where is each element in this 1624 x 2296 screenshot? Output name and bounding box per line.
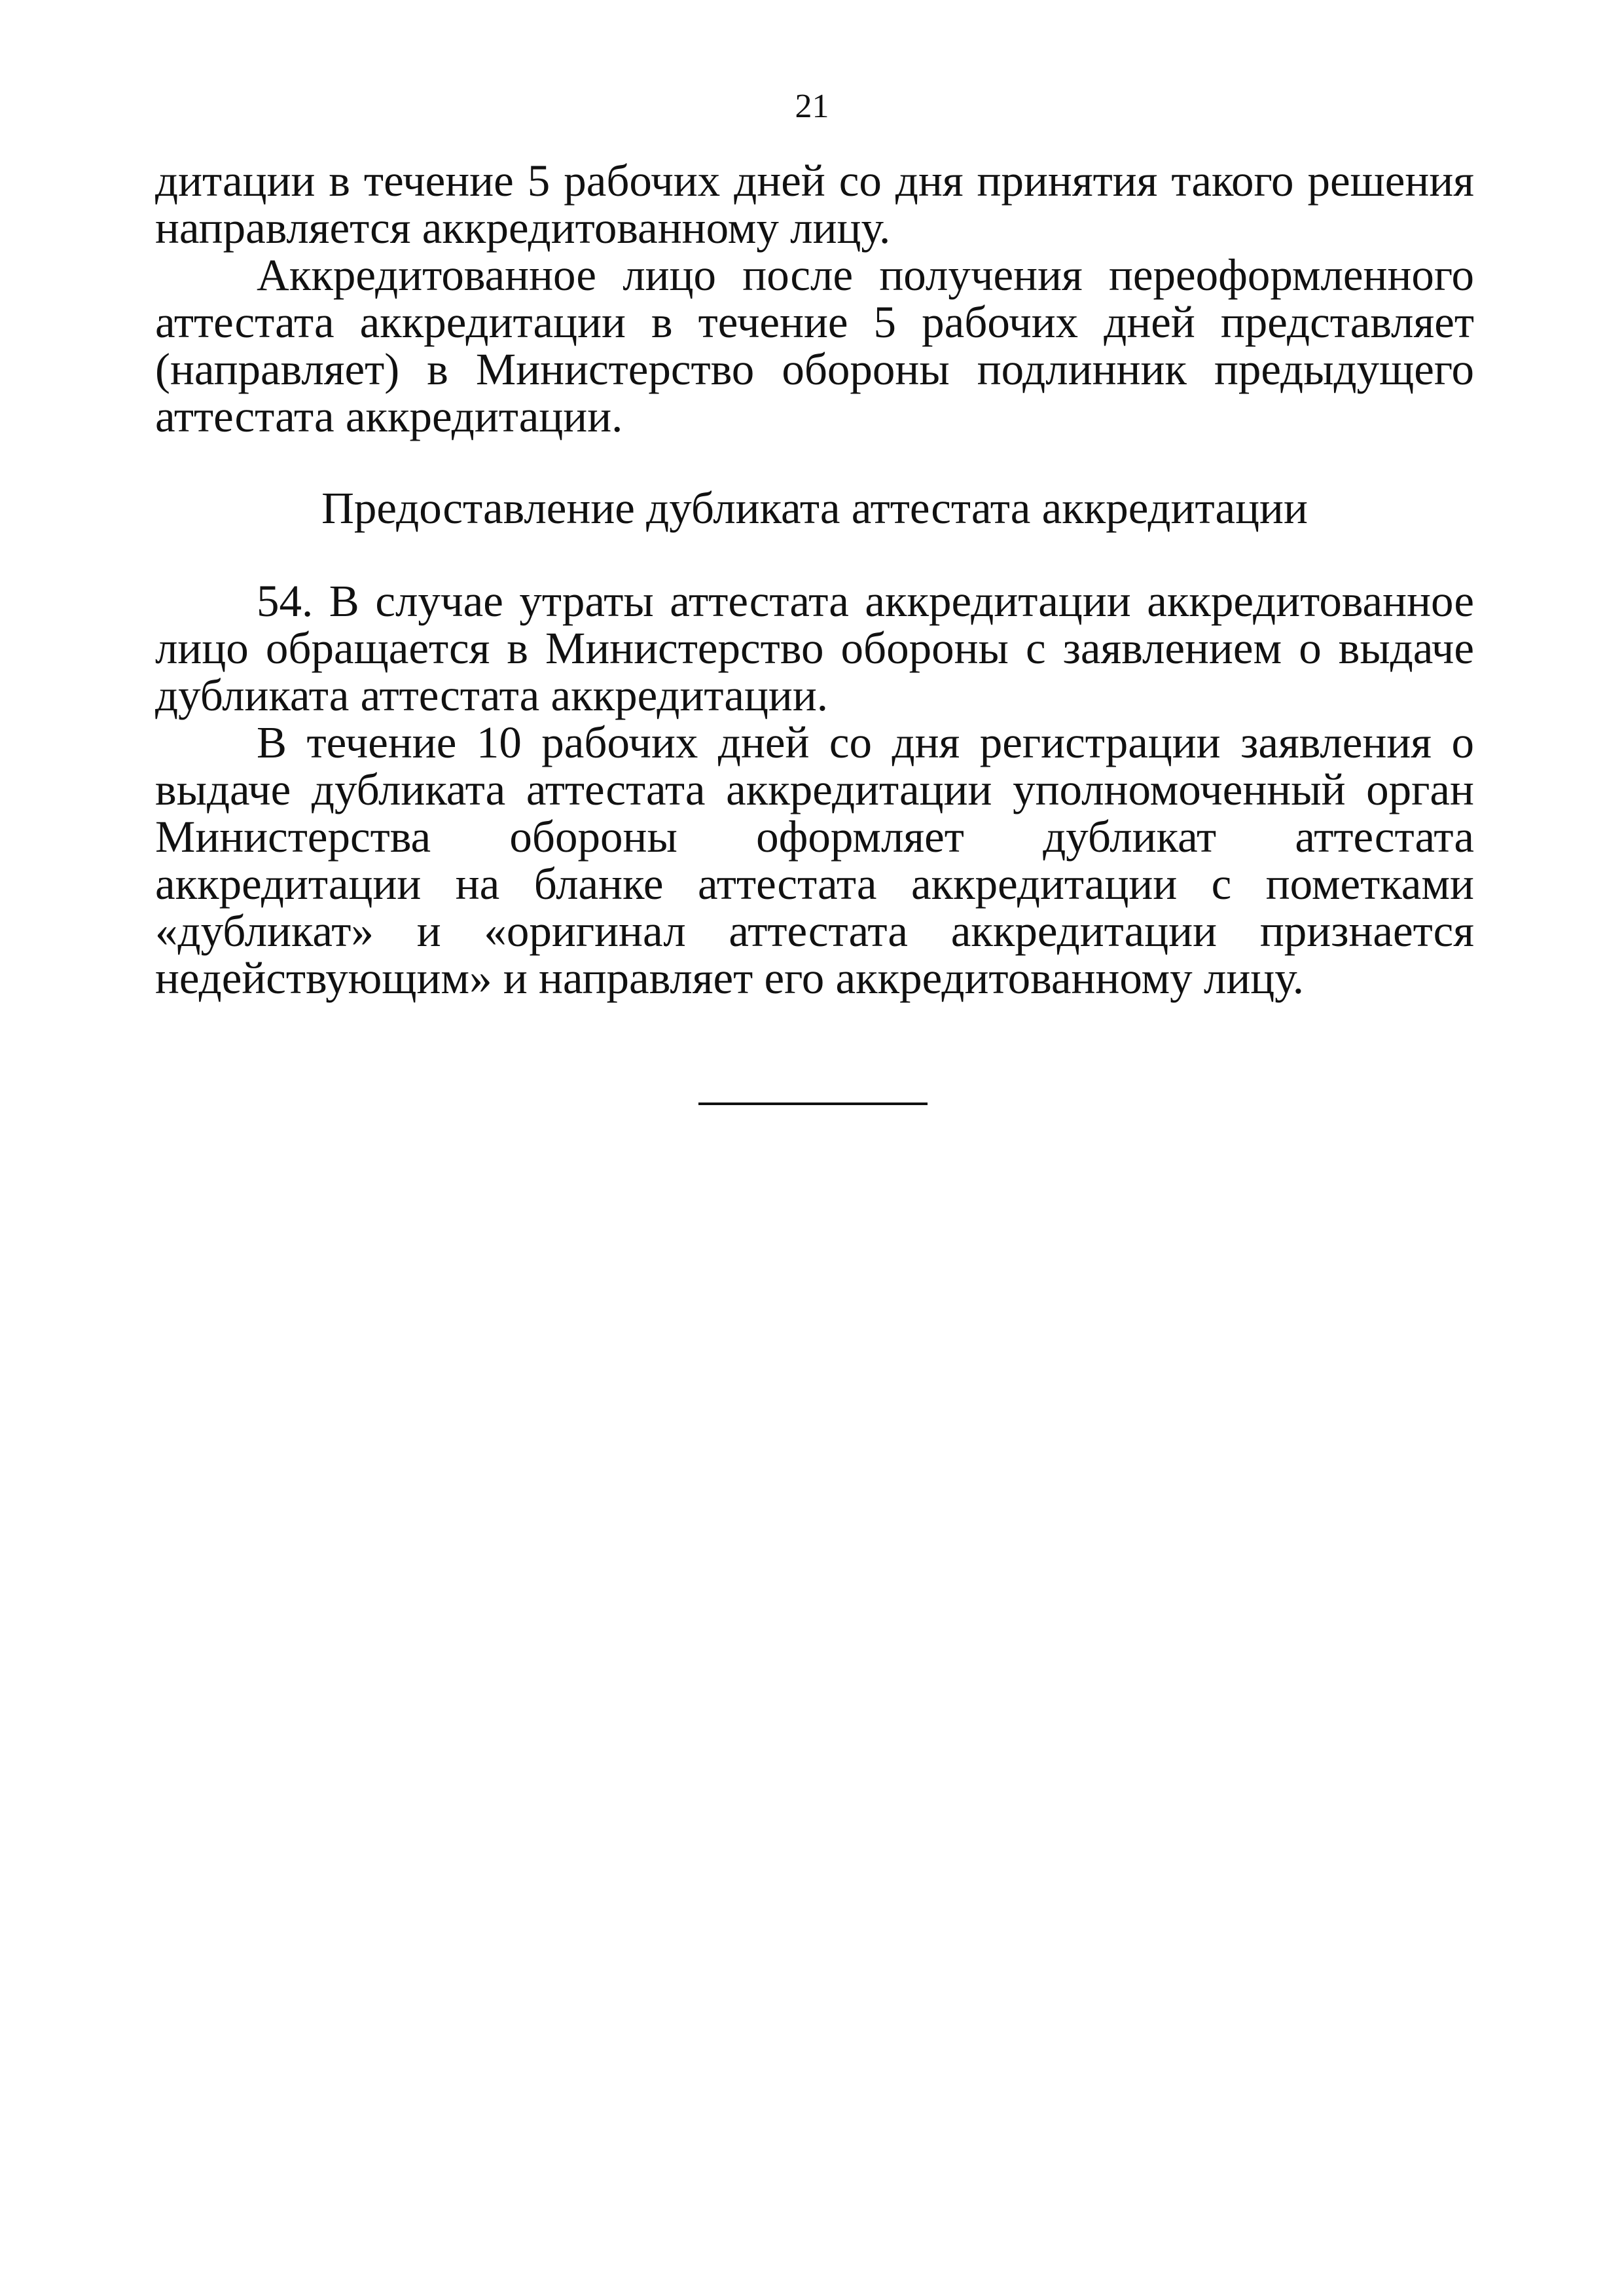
continuation-paragraph: дитации в течение 5 рабочих дней со дня принятия такого решения направляется аккредитованному лицу. (155, 156, 1474, 253)
paragraph-original-return: Аккредитованное лицо после получения переоформленного аттестата аккредитации в течение 5 рабочих дней представляет (направляет) в Министерство обороны подлинник предыдущего аттестата аккредитации. (155, 250, 1474, 441)
page-number: 21 (795, 88, 829, 125)
paragraph-54: 54. В случае утраты аттестата аккредитации аккредитованное лицо обращается в Министерство обороны с заявлением о выдаче дубликата аттестата аккредитации. (155, 576, 1474, 720)
closing-divider (698, 1102, 928, 1105)
section-heading: Предоставление дубликата аттестата аккредитации (321, 483, 1308, 533)
document-body (155, 157, 1474, 1002)
paragraph-duplicate-issuance: В течение 10 рабочих дней со дня регистрации заявления о выдаче дубликата аттестата аккредитации уполномоченный орган Министерства обороны оформляет дубликат аттестата аккредитации на бланке аттестата аккредитации с пометками «дубликат» и «оригинал аттестата аккредитации признается недействующим» и направляет его аккредитованному лицу. (155, 718, 1474, 1003)
